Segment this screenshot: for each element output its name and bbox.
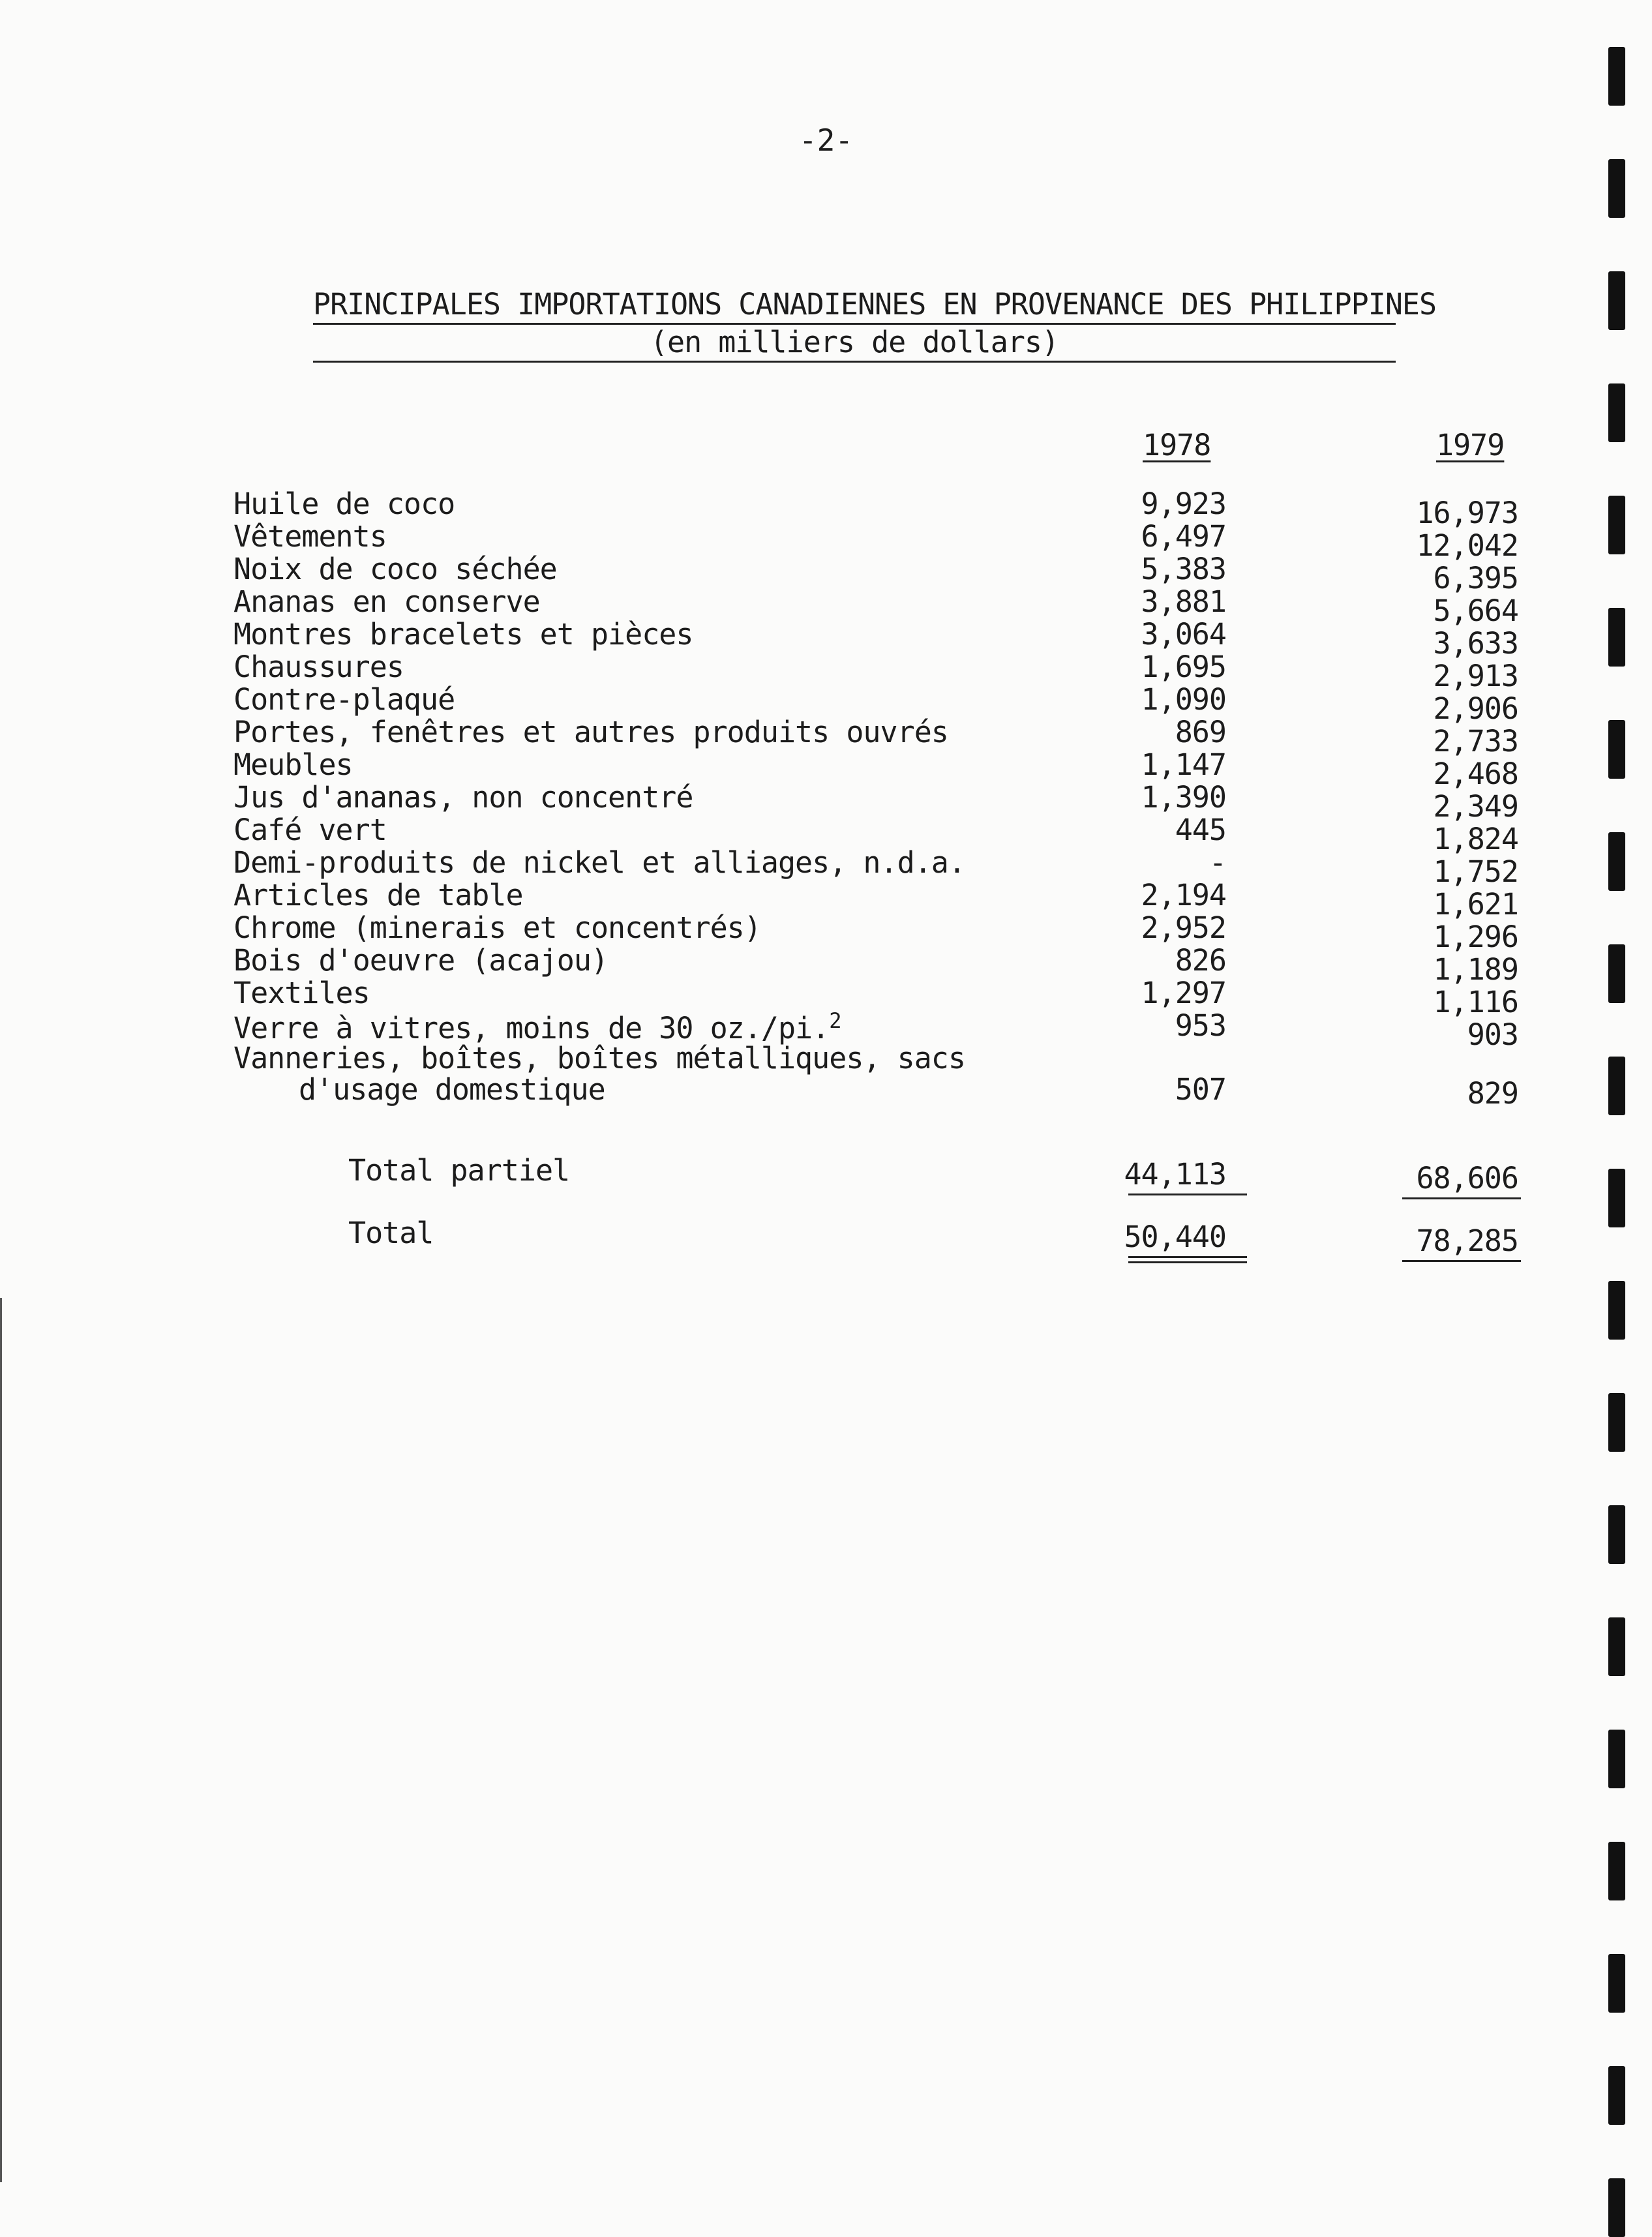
value-1978: 507 bbox=[1175, 1072, 1226, 1107]
binding-mark bbox=[1608, 1505, 1625, 1564]
value-1978: 44,113 bbox=[1124, 1157, 1226, 1192]
row-label-text: Meubles bbox=[233, 747, 353, 782]
value-1979: 1,824 bbox=[1433, 822, 1518, 856]
column-header-1979: 1979 bbox=[1436, 428, 1505, 462]
binding-mark bbox=[1608, 1393, 1625, 1452]
binding-mark bbox=[1608, 1730, 1625, 1788]
value-1979: 68,606 bbox=[1416, 1161, 1518, 1195]
row-label-text: Jus d'ananas, non concentré bbox=[233, 780, 693, 815]
underline-1978 bbox=[1128, 1194, 1247, 1195]
binding-mark bbox=[1608, 159, 1625, 218]
value-1979: 1,189 bbox=[1433, 952, 1518, 987]
row-label-text: Portes, fenêtres et autres produits ouvrés bbox=[233, 715, 948, 749]
value-1978: 3,881 bbox=[1141, 584, 1226, 619]
value-1978: 50,440 bbox=[1124, 1220, 1226, 1254]
underline-1978 bbox=[1128, 1256, 1247, 1258]
row-label-text: Textiles bbox=[233, 976, 370, 1010]
value-1978: 1,297 bbox=[1141, 976, 1226, 1010]
value-1979: 2,349 bbox=[1433, 789, 1518, 824]
row-label: Vanneries, boîtes, boîtes métalliques, sacs bbox=[233, 1041, 965, 1075]
value-1978: 826 bbox=[1175, 943, 1226, 978]
binding-mark bbox=[1608, 1954, 1625, 2013]
binding-mark bbox=[1608, 1281, 1625, 1340]
row-label-text: Chaussures bbox=[233, 650, 404, 684]
row-label-text: Chrome (minerais et concentrés) bbox=[233, 910, 761, 945]
row-label-text: Café vert bbox=[233, 813, 387, 847]
binding-mark bbox=[1608, 1057, 1625, 1115]
row-label: Total partiel bbox=[348, 1153, 570, 1188]
page-number: -2- bbox=[798, 123, 854, 158]
value-1978: 445 bbox=[1175, 813, 1226, 847]
value-1979: 1,296 bbox=[1433, 920, 1518, 954]
value-1979: 2,733 bbox=[1433, 724, 1518, 758]
scan-edge-line bbox=[0, 1298, 2, 2182]
value-1978: 953 bbox=[1175, 1008, 1226, 1043]
row-label-text: Articles de table bbox=[233, 878, 523, 912]
value-1979: 2,468 bbox=[1433, 757, 1518, 791]
value-1978: 2,952 bbox=[1141, 910, 1226, 945]
value-1979: 2,906 bbox=[1433, 691, 1518, 726]
binding-mark bbox=[1608, 47, 1625, 106]
value-1979: 829 bbox=[1467, 1076, 1518, 1111]
row-label: Total bbox=[348, 1216, 434, 1250]
value-1979: 5,664 bbox=[1433, 593, 1518, 628]
value-1978: 5,383 bbox=[1141, 552, 1226, 586]
value-1978: 869 bbox=[1175, 715, 1226, 749]
binding-mark bbox=[1608, 496, 1625, 554]
value-1978: 1,090 bbox=[1141, 682, 1226, 717]
row-label-continuation: d'usage domestique bbox=[299, 1072, 605, 1107]
row-label-text: Contre-plaqué bbox=[233, 682, 455, 717]
binding-mark bbox=[1608, 383, 1625, 442]
value-1978: 1,390 bbox=[1141, 780, 1226, 815]
value-1978: 2,194 bbox=[1141, 878, 1226, 912]
binding-mark bbox=[1608, 1842, 1625, 1900]
binding-mark bbox=[1608, 1169, 1625, 1227]
value-1979: 3,633 bbox=[1433, 626, 1518, 661]
value-1979: 1,621 bbox=[1433, 887, 1518, 922]
row-label-text: Vêtements bbox=[233, 519, 387, 554]
value-1978: 3,064 bbox=[1141, 617, 1226, 652]
column-header-1978: 1978 bbox=[1143, 428, 1211, 462]
binding-mark bbox=[1608, 720, 1625, 779]
binding-mark bbox=[1608, 1617, 1625, 1676]
row-label-text: Ananas en conserve bbox=[233, 584, 540, 619]
binding-mark bbox=[1608, 2178, 1625, 2237]
value-1979: 12,042 bbox=[1416, 528, 1518, 563]
value-1979: 903 bbox=[1467, 1017, 1518, 1052]
underline-1979 bbox=[1402, 1197, 1521, 1199]
document-subtitle: (en milliers de dollars) bbox=[313, 325, 1396, 363]
row-label-text: Huile de coco bbox=[233, 487, 455, 521]
binding-mark bbox=[1608, 608, 1625, 667]
binding-mark bbox=[1608, 832, 1625, 891]
row-label-text: Noix de coco séchée bbox=[233, 552, 557, 586]
row-label-text: Montres bracelets et pièces bbox=[233, 617, 693, 652]
row-label-text: Bois d'oeuvre (acajou) bbox=[233, 943, 608, 978]
binding-mark bbox=[1608, 2066, 1625, 2125]
value-1978: 1,147 bbox=[1141, 747, 1226, 782]
value-1978: 1,695 bbox=[1141, 650, 1226, 684]
value-1979: 78,285 bbox=[1416, 1224, 1518, 1258]
binding-mark bbox=[1608, 944, 1625, 1003]
underline-1979 bbox=[1402, 1260, 1521, 1262]
double-underline-1978 bbox=[1128, 1261, 1247, 1263]
value-1979: 1,116 bbox=[1433, 985, 1518, 1019]
value-1979: 16,973 bbox=[1416, 496, 1518, 530]
document-title: PRINCIPALES IMPORTATIONS CANADIENNES EN PROVENANCE DES PHILIPPINES bbox=[313, 287, 1396, 325]
superscript: 2 bbox=[829, 1008, 841, 1033]
row-label-text: Demi-produits de nickel et alliages, n.d.a. bbox=[233, 845, 965, 880]
value-1979: 1,752 bbox=[1433, 854, 1518, 889]
value-1978: - bbox=[1209, 845, 1226, 880]
value-1978: 9,923 bbox=[1141, 487, 1226, 521]
value-1978: 6,497 bbox=[1141, 519, 1226, 554]
value-1979: 2,913 bbox=[1433, 659, 1518, 693]
value-1979: 6,395 bbox=[1433, 561, 1518, 595]
row-label-text: Verre à vitres, moins de 30 oz./pi. bbox=[233, 1011, 830, 1045]
binding-mark bbox=[1608, 271, 1625, 330]
